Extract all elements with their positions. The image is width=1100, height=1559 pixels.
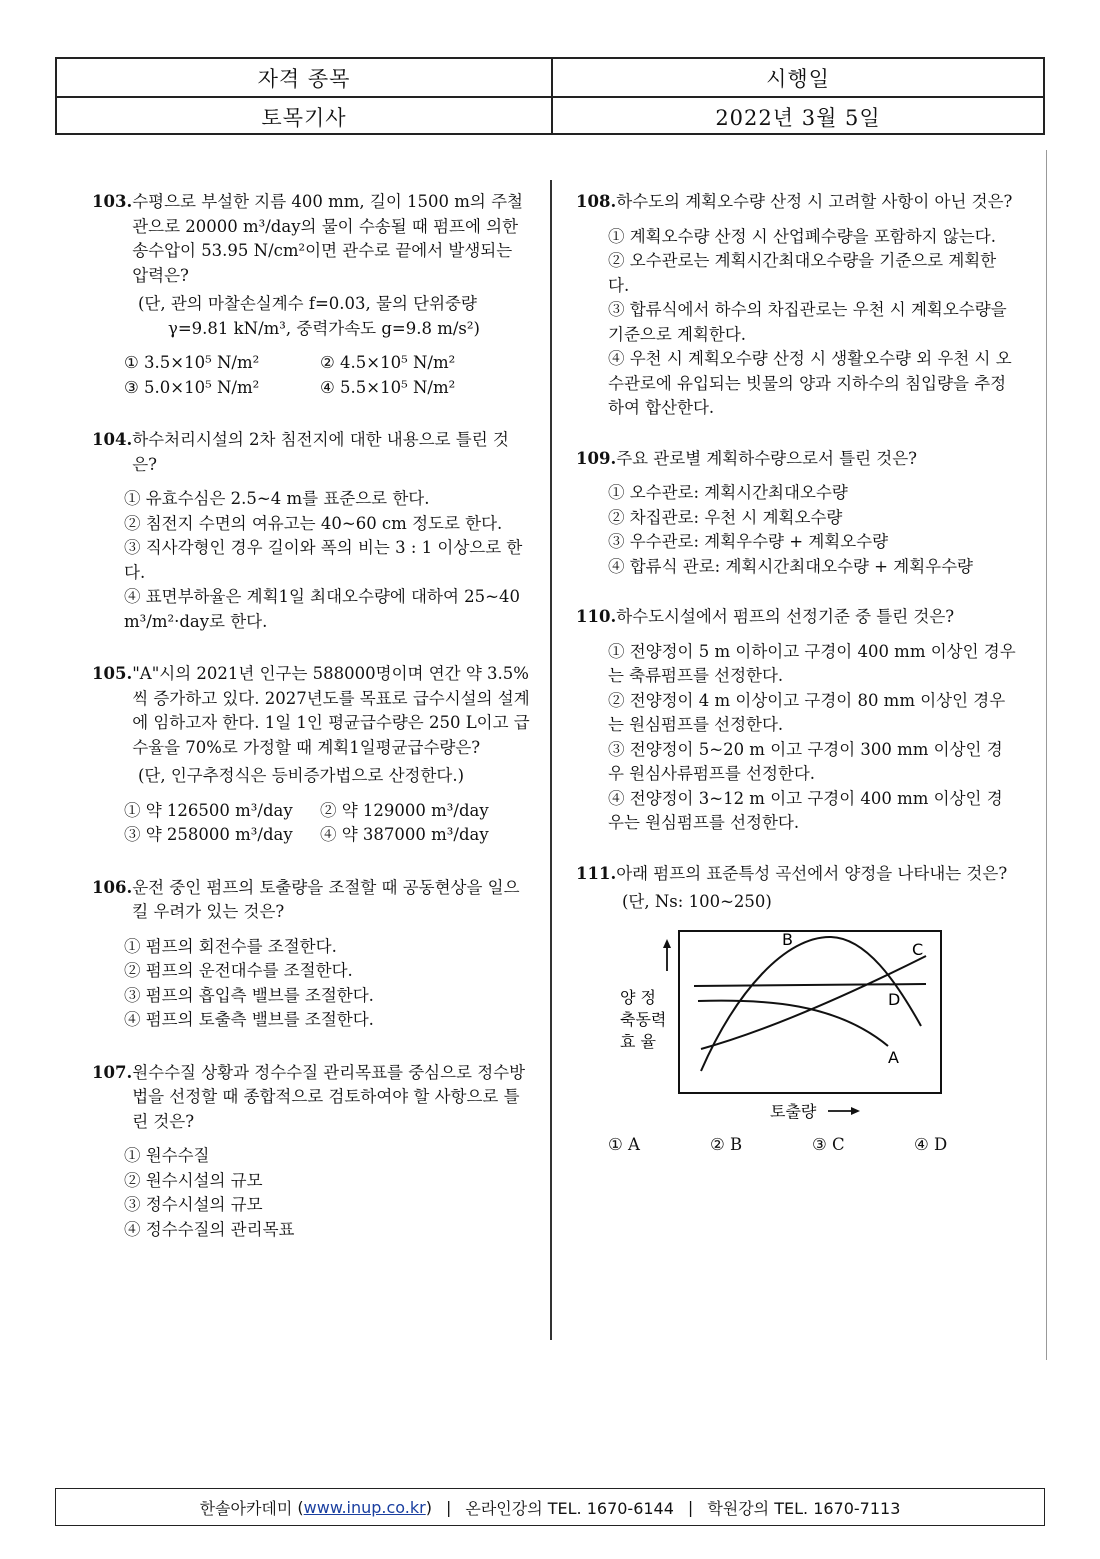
question-stem: 원수수질 상황과 정수수질 관리목표를 중심으로 정수방법을 선정할 때 종합적으로 검토하여야 할 사항으로 틀린 것은? <box>132 1062 526 1131</box>
options <box>576 1133 1016 1158</box>
question-107 <box>92 1061 532 1243</box>
footer-online-tel: 온라인강의 TEL. 1670-6144 <box>465 1498 674 1518</box>
question-number: 105. <box>92 664 133 683</box>
option[interactable]: ① A <box>608 1134 640 1154</box>
question-110 <box>576 605 1016 836</box>
option[interactable]: ④ 전양정이 3~12 m 이고 구경이 400 mm 이상인 경우는 원심펌프를 선정한다. <box>608 788 1003 832</box>
question-stem: 아래 펌프의 표준특성 곡선에서 양정을 나타내는 것은? <box>616 863 1008 883</box>
footer-separator: | <box>445 1497 452 1517</box>
option[interactable]: ④ 합류식 관로: 계획시간최대오수량 + 계획우수량 <box>608 556 973 576</box>
footer-url-link[interactable]: www.inup.co.kr <box>303 1497 426 1517</box>
option[interactable]: ④ 5.5×10⁵ N/m² <box>320 377 456 397</box>
header-date: 2022년 3월 5일 <box>551 98 1043 135</box>
option[interactable]: ③ 전양정이 5~20 m 이고 구경이 300 mm 이상인 경우 원심사류펌프를 선정한다. <box>608 739 1003 783</box>
question-condition: (단, 인구추정식은 등비증가법으로 산정한다.) <box>138 766 465 785</box>
option[interactable]: ④ 정수수질의 관리목표 <box>124 1219 295 1239</box>
option[interactable]: ① 유효수심은 2.5~4 m를 표준으로 한다. <box>124 489 430 508</box>
question-stem: 주요 관로별 계획하수량으로서 틀린 것은? <box>616 448 917 468</box>
question-number: 104. <box>92 430 133 449</box>
question-number: 107. <box>92 1062 133 1082</box>
question-number: 109. <box>576 448 617 468</box>
question-number: 103. <box>92 192 133 211</box>
header-subject: 토목기사 <box>261 105 347 130</box>
curve-d <box>694 984 926 986</box>
question-stem: 수평으로 부설한 지름 400 mm, 길이 1500 m의 주철관으로 20000 m³/day의 물이 수송될 때 펌프에 의한 송수압이 53.95 N/cm²이면 관수로 끝에서 발생되는 압력은? <box>132 192 523 285</box>
y-arrow-head <box>663 939 671 948</box>
footer-separator: | <box>687 1497 694 1517</box>
question-108 <box>576 190 1016 421</box>
options <box>92 1144 532 1242</box>
option[interactable]: ② 차집관로: 우천 시 계획오수량 <box>608 507 843 527</box>
option[interactable]: ③ 펌프의 흡입측 밸브를 조절한다. <box>124 985 374 1005</box>
option[interactable]: ② 약 129000 m³/day <box>320 800 489 820</box>
question-condition: (단, Ns: 100~250) <box>622 892 772 911</box>
curve-label-c: C <box>912 939 924 959</box>
option[interactable]: ① 오수관로: 계획시간최대오수량 <box>608 483 848 502</box>
question-number: 106. <box>92 877 133 897</box>
option[interactable]: ② 오수관로는 계획시간최대오수량을 기준으로 계획한다. <box>608 251 997 295</box>
pump-characteristic-figure <box>616 921 946 1121</box>
option[interactable]: ④ D <box>914 1134 948 1154</box>
option[interactable]: ④ 펌프의 토출측 밸브를 조절한다. <box>124 1010 374 1029</box>
question-condition: γ=9.81 kN/m³, 중력가속도 g=9.8 m/s²) <box>168 318 480 338</box>
y-label-power: 축동력 <box>620 1009 667 1029</box>
footer-brand: 한솔아카데미 <box>199 1498 293 1518</box>
figure-frame <box>679 931 941 1093</box>
column-divider <box>550 180 552 1340</box>
option[interactable]: ③ 5.0×10⁵ N/m² <box>124 377 260 397</box>
footer-bar: 한솔아카데미 ( www.inup.co.kr ) | 온라인강의 TEL. 1670-6144 | 학원강의 TEL. 1670-7113 <box>55 1488 1045 1526</box>
options <box>576 640 1016 836</box>
options <box>92 351 532 400</box>
curve-label-d: D <box>888 989 901 1009</box>
x-arrow-head <box>851 1107 860 1115</box>
question-stem: "A"시의 2021년 인구는 588000명이며 연간 약 3.5%씩 증가하고 있다. 2027년도를 목표로 급수시설의 설계에 임하고자 한다. 1일 1인 평균급수량은 250 L이고 급수율을 70%로 가정할 때 계획1일평균급수량은? <box>132 664 530 757</box>
question-number: 110. <box>576 607 617 626</box>
option[interactable]: ③ 우수관로: 계획우수량 + 계획오수량 <box>608 532 889 551</box>
header-subject-title: 자격 종목 <box>257 66 351 91</box>
option[interactable]: ④ 표면부하율은 계획1일 최대오수량에 대하여 25~40 m³/m²·day로 한다. <box>124 587 520 631</box>
option[interactable]: ② 원수시설의 규모 <box>124 1170 263 1190</box>
x-label: 토출량 <box>770 1101 817 1121</box>
option[interactable]: ② B <box>710 1134 743 1154</box>
question-stem: 하수처리시설의 2차 침전지에 대한 내용으로 틀린 것은? <box>132 430 509 474</box>
options <box>92 487 532 634</box>
right-margin-line <box>1046 150 1047 1360</box>
curve-a <box>698 1000 888 1045</box>
options <box>92 935 532 1033</box>
footer-academy-tel: 학원강의 TEL. 1670-7113 <box>707 1498 901 1518</box>
question-number: 111. <box>576 863 617 883</box>
options <box>576 481 1016 579</box>
question-stem: 운전 중인 펌프의 토출량을 조절할 때 공동현상을 일으킬 우려가 있는 것은? <box>132 877 520 921</box>
option[interactable]: ② 4.5×10⁵ N/m² <box>320 353 456 372</box>
option[interactable]: ① 펌프의 회전수를 조절한다. <box>124 936 337 956</box>
options <box>92 799 532 848</box>
option[interactable]: ③ 직사각형인 경우 길이와 폭의 비는 3 : 1 이상으로 한다. <box>124 538 523 582</box>
option[interactable]: ③ 합류식에서 하수의 차집관로는 우천 시 계획오수량을 기준으로 계획한다. <box>608 300 1007 344</box>
question-stem: 하수도의 계획오수량 산정 시 고려할 사항이 아닌 것은? <box>616 192 1013 211</box>
option[interactable]: ① 전양정이 5 m 이하이고 구경이 400 mm 이상인 경우는 축류펌프를 선정한다. <box>608 641 1016 685</box>
question-stem: 하수도시설에서 펌프의 선정기준 중 틀린 것은? <box>616 607 955 626</box>
pump-curve-svg <box>616 921 946 1121</box>
option[interactable]: ① 약 126500 m³/day <box>124 800 293 820</box>
option[interactable]: ③ 정수시설의 규모 <box>124 1195 263 1214</box>
question-condition: (단, 관의 마찰손실계수 f=0.03, 물의 단위중량 <box>138 294 477 313</box>
options <box>576 225 1016 421</box>
option[interactable]: ④ 약 387000 m³/day <box>320 825 489 844</box>
question-104 <box>92 428 532 634</box>
question-106 <box>92 876 532 1033</box>
option[interactable]: ③ C <box>812 1134 845 1154</box>
right-column <box>576 190 1016 1177</box>
y-label-efficiency: 효 율 <box>620 1031 656 1051</box>
curve-label-b: B <box>782 929 793 949</box>
option[interactable]: ① 원수수질 <box>124 1146 210 1165</box>
y-label-head: 양 정 <box>620 987 656 1007</box>
question-109 <box>576 447 1016 580</box>
option[interactable]: ② 펌프의 운전대수를 조절한다. <box>124 961 353 980</box>
option[interactable]: ② 침전지 수면의 여유고는 40~60 cm 정도로 한다. <box>124 513 503 533</box>
exam-header-table <box>55 57 1045 135</box>
option[interactable]: ① 계획오수량 산정 시 산업폐수량을 포함하지 않는다. <box>608 226 996 246</box>
curve-label-a: A <box>888 1047 899 1067</box>
left-column <box>92 190 532 1262</box>
option[interactable]: ④ 우천 시 계획오수량 산정 시 생활오수량 외 우천 시 오수관로에 유입되는 빗물의 양과 지하수의 침입량을 추정하여 합산한다. <box>608 349 1012 417</box>
header-date-title: 시행일 <box>551 59 1043 96</box>
question-105 <box>92 662 532 848</box>
option[interactable]: ② 전양정이 4 m 이상이고 구경이 80 mm 이상인 경우는 원심펌프를 선정한다. <box>608 690 1006 734</box>
question-number: 108. <box>576 192 617 211</box>
option[interactable]: ③ 약 258000 m³/day <box>124 825 293 844</box>
question-103 <box>92 190 532 400</box>
option[interactable]: ① 3.5×10⁵ N/m² <box>124 353 260 372</box>
question-111 <box>576 862 1016 1158</box>
